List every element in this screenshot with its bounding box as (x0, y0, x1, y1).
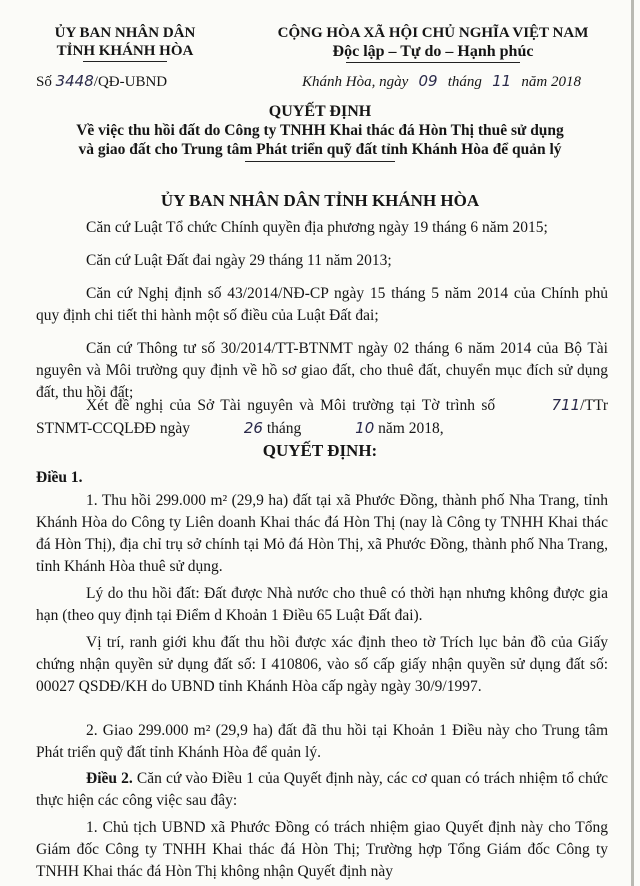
national-motto-block (248, 24, 618, 63)
document-title: QUYẾT ĐỊNH (268, 103, 372, 120)
article-1-clause-2: 2. Giao 299.000 m² (29,9 ha) đất đã thu hồi tại Khoản 1 Điều này cho Trung tâm Phát triển quỹ đất tỉnh Khánh Hòa để quản lý. (36, 722, 608, 761)
proposal-day: 26 (243, 419, 263, 437)
subject-underline (245, 161, 395, 162)
national-motto: Độc lập – Tự do – Hạnh phúc (332, 43, 534, 60)
legal-basis-3: Căn cứ Nghị định số 43/2014/NĐ-CP ngày 15 tháng 5 năm 2014 của Chính phủ quy định chi tiết thi hành một số điều của Luật Đất đai; (36, 285, 608, 324)
nation-name: CỘNG HÒA XÃ HỘI CHỦ NGHĨA VIỆT NAM (277, 25, 589, 41)
article-2-paragraph (36, 768, 608, 812)
article-1-reason: Lý do thu hồi đất: Đất được Nhà nước cho thuê có thời hạn nhưng không được gia hạn (theo quy định tại Điểm d Khoản 1 Điều 65 Luật Đất đai). (36, 585, 608, 624)
proposal-text-b: /TTr STNMT-CCQLĐĐ ngày (36, 397, 609, 437)
legal-basis-1: Căn cứ Luật Tổ chức Chính quyền địa phương ngày 19 tháng 6 năm 2015; (86, 219, 548, 236)
date-month-label: tháng (447, 74, 482, 90)
proposal-number: 711 (551, 396, 581, 414)
legal-basis-4: Căn cứ Thông tư số 30/2014/TT-BTNMT ngày 02 tháng 6 năm 2014 của Bộ Tài nguyên và Môi trường quy định về hồ sơ giao đất, cho thuê đất, chuyển mục đích sử dụng đất, thu hồi đất; (36, 340, 608, 401)
article-2-heading: Điều 2. (86, 770, 133, 787)
proposal-text-a: Xét đề nghị của Sở Tài nguyên và Môi trường tại Tờ trình số (86, 397, 496, 414)
doc-no-handwritten: 3448 (55, 72, 94, 90)
subject-line-1: Về việc thu hồi đất do Công ty TNHH Khai thác đá Hòn Thị thuê sử dụng (76, 122, 564, 139)
issue-date (302, 72, 581, 91)
proposal-text-c: tháng (266, 420, 302, 437)
doc-no-prefix: Số (36, 74, 52, 90)
agency-line-1: ỦY BAN NHÂN DÂN (54, 25, 196, 41)
subject-line-2: và giao đất cho Trung tâm Phát triển quỹ đất tỉnh Khánh Hòa để quản lý (78, 141, 562, 158)
legal-basis-2: Căn cứ Luật Đất đai ngày 29 tháng 11 năm 2013; (86, 252, 392, 269)
article-1-clause-1: 1. Thu hồi 299.000 m² (29,9 ha) đất tại xã Phước Đồng, thành phố Nha Trang, tỉnh Khánh Hòa do Công ty Liên doanh Khai thác đá Hòn Thị (nay là Công ty TNHH Khai thác đá Hòn Thị), địa chỉ trụ sở chính tại Mỏ đá Hòn Thị, xã Phước Đồng, thành phố Nha Trang, tỉnh Khánh Hòa thuê sử dụng. (36, 492, 608, 575)
proposal-text-d: năm 2018, (378, 420, 444, 437)
doc-no-suffix: /QĐ-UBND (93, 74, 168, 90)
agency-underline (83, 61, 167, 62)
article-2-clause-1: 1. Chủ tịch UBND xã Phước Đồng có trách nhiệm giao Quyết định này cho Tổng Giám đốc Công ty TNHH Khai thác đá Hòn Thị; Trường hợp Tổng Giám đốc Công ty TNHH Khai thác đá Hòn Thị không nhận Quyết định này (36, 819, 608, 880)
article-2-text: Căn cứ vào Điều 1 của Quyết định này, các cơ quan có trách nhiệm tổ chức thực hiện các công việc sau đây: (36, 770, 608, 809)
issuing-authority: ỦY BAN NHÂN DÂN TỈNH KHÁNH HÒA (160, 191, 480, 210)
article-1-location: Vị trí, ranh giới khu đất thu hồi được xác định theo tờ Trích lục bản đồ của Giấy chứng nhận quyền sử dụng đất số: I 410806, vào số cấp giấy nhận quyền sử dụng đất số: 00027 QSDĐ/KH do UBND tỉnh Khánh Hòa cấp ngày ngày 30/9/1997. (36, 634, 608, 695)
date-place: Khánh Hòa, ngày (302, 74, 409, 90)
date-month: 11 (492, 72, 512, 90)
proposal-month: 10 (355, 419, 375, 437)
date-year: năm 2018 (521, 74, 582, 90)
proposal-paragraph (36, 394, 608, 440)
date-day: 09 (418, 72, 438, 90)
article-1-heading: Điều 1. (36, 469, 83, 486)
document-subject (20, 121, 620, 162)
agency-line-2: TỈNH KHÁNH HÒA (56, 43, 194, 59)
page-edge-shadow (631, 0, 634, 886)
motto-underline (346, 62, 520, 63)
document-number (36, 72, 167, 91)
issuing-agency-block (30, 24, 220, 62)
decision-heading: QUYẾT ĐỊNH: (262, 441, 378, 460)
